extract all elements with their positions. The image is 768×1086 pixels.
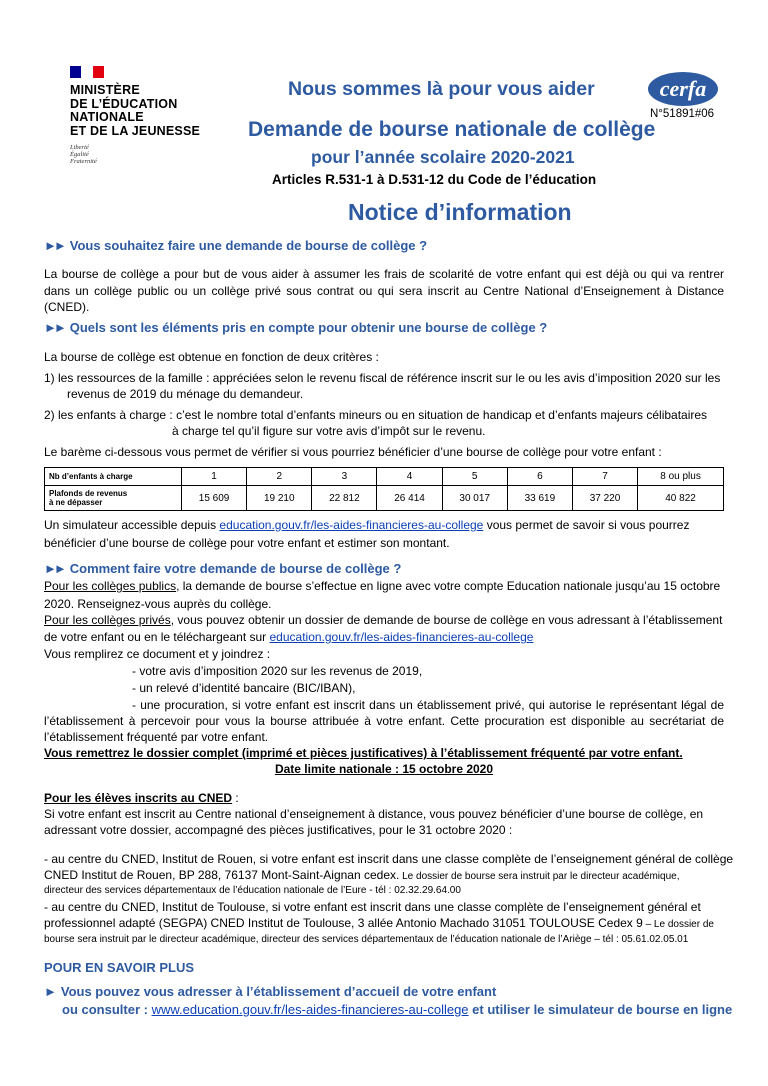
table-header-children: Nb d’enfants à charge <box>45 468 182 486</box>
ministry-line: ET DE LA JEUNESSE <box>70 123 201 138</box>
text-span: CNED Institut de Rouen, BP 288, 76137 Mont-Saint-Aignan cedex. <box>44 868 400 882</box>
document-item-cont: l’établissement fréquenté par votre enfant. <box>44 730 269 744</box>
document-item: - un relevé d’identité bancaire (BIC/IBAN), <box>132 681 356 695</box>
submission-instruction: Vous remettrez le dossier complet (imprimé et pièces justificatives) à l’établissement fréquenté par votre enfant. <box>44 746 683 760</box>
cned-toulouse: - au centre du CNED, Institut de Toulouse, si votre enfant est inscrit dans une classe complète de l’enseignement général et <box>44 900 701 914</box>
more-info-line <box>62 1002 732 1017</box>
table-cell: 7 <box>572 468 637 486</box>
text-span: ou consulter : <box>62 1002 152 1017</box>
income-ceiling-table <box>44 467 724 511</box>
cned-text: adressant votre dossier, accompagné des pièces justificatives, pour le 31 octobre 2020 : <box>44 823 513 837</box>
republic-motto <box>70 144 200 165</box>
cned-text: Si votre enfant est inscrit au Centre national d’enseignement à distance, vous pouvez bénéficier d’une bourse de collège, en <box>44 807 704 821</box>
more-info-heading: POUR EN SAVOIR PLUS <box>44 960 195 975</box>
underlined-label: Pour les collèges publics <box>44 579 177 593</box>
school-year: pour l’année scolaire 2020-2021 <box>311 147 575 167</box>
section-heading-request <box>44 238 427 253</box>
table-cell: 2 <box>247 468 312 486</box>
download-link[interactable]: education.gouv.fr/les-aides-financieres-au-college <box>269 630 534 644</box>
cned-title: Pour les élèves inscrits au CNED <box>44 791 233 805</box>
text-span: professionnel adapté (SEGPA) CNED Institut de Toulouse, 3 allée Antonio Machado 31051 TOULOUSE Cedex 9 <box>44 916 643 930</box>
text-span: vous permet de savoir si vous pourrez <box>483 518 690 532</box>
ministry-name <box>70 84 200 138</box>
table-cell: 26 414 <box>377 486 442 511</box>
table-cell: 40 822 <box>638 486 724 511</box>
text-span: et utiliser le simulateur de bourse en ligne <box>468 1002 733 1017</box>
private-colleges <box>44 612 724 629</box>
more-info-line <box>44 984 496 999</box>
table-cell: 6 <box>507 468 572 486</box>
text-span: , la demande de bourse s’effectue en ligne avec votre compte Education nationale jusqu’au 15 octobre <box>176 579 721 593</box>
notice-title: Notice d’information <box>348 199 572 225</box>
double-arrow-icon: ►► <box>44 561 64 576</box>
document-item: - votre avis d’imposition 2020 sur les revenus de 2019, <box>132 664 423 678</box>
cned-rouen: - au centre du CNED, Institut de Rouen, si votre enfant est inscrit dans une classe complète de l’enseignement général de collège <box>44 852 734 866</box>
arrow-icon: ► <box>44 984 57 999</box>
table-row <box>45 486 724 511</box>
table-header-ceiling <box>45 486 182 511</box>
text-span: Vous pouvez vous adresser à l’établissement d’accueil de votre enfant <box>60 984 497 999</box>
legal-articles: Articles R.531-1 à D.531-12 du Code de l’éducation <box>272 172 597 187</box>
simulator-text-cont: bénéficier d’une bourse de collège pour votre enfant et estimer son montant. <box>44 536 450 550</box>
table-cell: 1 <box>182 468 247 486</box>
section-title: Comment faire votre demande de bourse de collège ? <box>69 561 402 576</box>
criteria-children-cont: à charge tel qu’il figure sur votre avis d’impôt sur le revenu. <box>172 424 486 438</box>
double-arrow-icon: ►► <box>44 238 64 253</box>
text-span: – Le dossier de <box>642 919 714 930</box>
cned-heading <box>44 790 724 807</box>
form-title: Demande de bourse nationale de collège <box>248 118 656 141</box>
private-colleges-cont <box>44 629 724 646</box>
underlined-label: Pour les collèges privés <box>44 613 171 627</box>
table-cell: 30 017 <box>442 486 507 511</box>
table-cell: 22 812 <box>312 486 377 511</box>
education-link[interactable]: www.education.gouv.fr/les-aides-financieres-au-college <box>151 1002 469 1017</box>
ministry-line: DE L’ÉDUCATION <box>70 96 178 111</box>
public-colleges <box>44 578 724 595</box>
help-heading: Nous sommes là pour vous aider <box>288 78 595 100</box>
ministry-line: MINISTÈRE <box>70 83 140 97</box>
french-flag-icon <box>70 66 104 78</box>
section-text-request: La bourse de collège a pour but de vous aider à assumer les frais de scolarité de votre enfant qui est déjà ou qui va rentrer dans un collège public ou un collège privé sous contrat ou qui sera inscrit au Centre National d’Enseignement à Distance (CNED). <box>44 267 724 314</box>
cned-toulouse-contact: bourse sera instruit par le directeur académique, directeur des services départementaux de l’éducation nationale de l’Ariège – tél : 05.61.02.05.01 <box>44 934 689 945</box>
documents-intro: Vous remplirez ce document et y joindrez : <box>44 647 271 661</box>
label-line: Plafonds de revenus <box>49 489 128 498</box>
public-colleges-cont: 2020. Renseignez-vous auprès du collège. <box>44 597 272 611</box>
deadline: Date limite nationale : 15 octobre 2020 <box>274 762 494 776</box>
table-cell: 37 220 <box>572 486 637 511</box>
motto-line: Égalité <box>70 151 89 158</box>
table-cell: 15 609 <box>182 486 247 511</box>
text-span: Le dossier de bourse sera instruit par le directeur académique, <box>399 871 680 882</box>
text-span: , vous pouvez obtenir un dossier de demande de bourse de collège en vous adressant à l’établissement <box>170 613 723 627</box>
double-arrow-icon: ►► <box>44 320 64 335</box>
text-span: : <box>232 791 239 805</box>
table-cell: 8 ou plus <box>638 468 724 486</box>
table-cell: 33 619 <box>507 486 572 511</box>
cned-rouen-contact: directeur des services départementaux de l’éducation nationale de l’Eure - tél : 02.32.29.64.00 <box>44 885 461 896</box>
section-heading-howto <box>44 561 401 576</box>
section-title: Quels sont les éléments pris en compte pour obtenir une bourse de collège ? <box>69 320 548 335</box>
label-line: à ne dépasser <box>49 498 103 507</box>
document-item-cont: l’établissement à percevoir pour vous la bourse attribuée à votre enfant. Cette procuration est disponible au secrétariat de <box>44 714 724 728</box>
simulator-text <box>44 517 724 534</box>
ministry-line: NATIONALE <box>70 110 144 124</box>
table-cell: 3 <box>312 468 377 486</box>
motto-line: Fraternité <box>70 158 97 165</box>
cerfa-number: N°51891#06 <box>650 108 715 120</box>
simulator-link[interactable]: education.gouv.fr/les-aides-financieres-au-college <box>219 518 484 532</box>
cned-toulouse-address <box>44 915 724 934</box>
table-row <box>45 468 724 486</box>
text-span: de votre enfant ou en le téléchargeant sur <box>44 630 270 644</box>
ministry-logo <box>70 66 200 165</box>
section-title: Vous souhaitez faire une demande de bourse de collège ? <box>69 238 428 253</box>
bareme-intro: Le barème ci-dessous vous permet de vérifier si vous pourriez bénéficier d’une bourse de collège pour votre enfant : <box>44 445 662 459</box>
document-item: - une procuration, si votre enfant est inscrit dans un établissement privé, qui autorise le représentant légal de <box>132 698 724 712</box>
criteria-resources: 1) les ressources de la famille : appréciées selon le revenu fiscal de référence inscrit sur le ou les avis d’imposition 2020 sur les <box>44 371 721 385</box>
section-heading-criteria <box>44 320 547 335</box>
table-cell: 19 210 <box>247 486 312 511</box>
motto-line: Liberté <box>70 144 89 151</box>
text-span: Un simulateur accessible depuis <box>44 518 220 532</box>
cerfa-logo: cerfa <box>648 72 718 106</box>
table-cell: 5 <box>442 468 507 486</box>
criteria-intro: La bourse de collège est obtenue en fonction de deux critères : <box>44 350 379 364</box>
criteria-resources-cont: revenus de 2019 du ménage du demandeur. <box>67 387 304 401</box>
table-cell: 4 <box>377 468 442 486</box>
criteria-children: 2) les enfants à charge : c’est le nombre total d’enfants mineurs ou en situation de handicap et d’enfants majeurs célibataires <box>44 408 708 422</box>
